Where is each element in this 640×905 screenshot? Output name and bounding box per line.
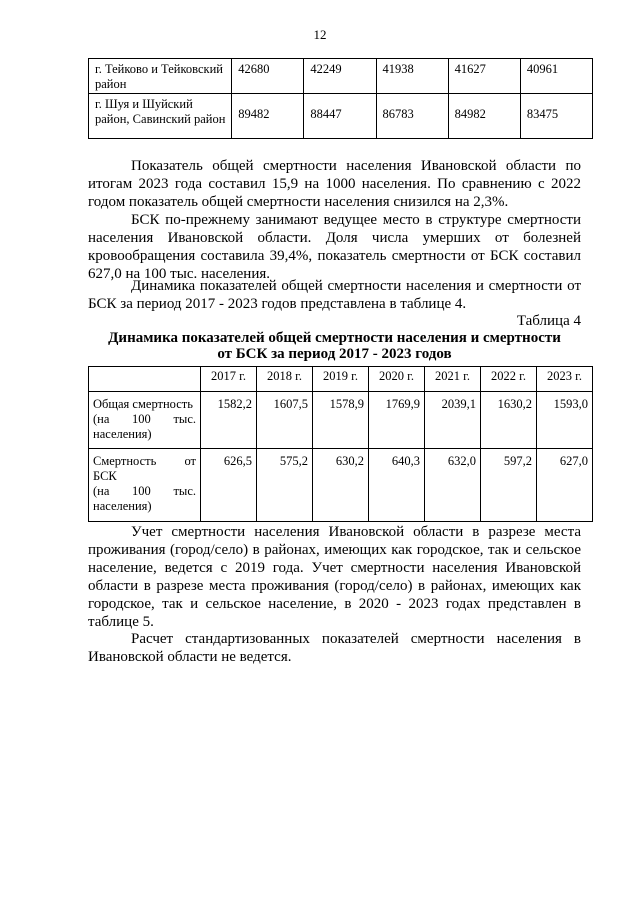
paragraph-bsk: БСК по-прежнему занимают ведущее место в структуре смертности населения Ивановской области. Доля числа умерших от болезней кровообращения составила 39,4%, показатель смертности от БСК составил 627,0 на 100 тыс. населения. [88,212,581,282]
cell-value: 42249 [304,59,376,94]
cell-value: 640,3 [369,449,425,522]
table-row [89,94,593,139]
table-title: Динамика показателей общей смертности населения и смертности от БСК за период 2017 - 2023 годов [108,330,561,362]
paragraph-urban-rural: Учет смертности населения Ивановской области в разрезе места проживания (город/село) в районах, имеющих как городское, так и сельское население, ведется с 2019 года. Учет смертности населения Ивановской области в разрезе места проживания (город/село) в районах, имеющих как городское, так и сельское население, в 2020 - 2023 годах представлен в таблице 5. [88,524,581,630]
year-header: 2021 г. [425,367,481,392]
cell-value: 40961 [520,59,592,94]
cell-value: 1607,5 [257,392,313,449]
row-label-total-mortality: Общая смертность (на 100 тыс. населения) [89,392,201,449]
table-row [89,449,593,522]
cell-value: 89482 [232,94,304,139]
paragraph-mortality-2023: Показатель общей смертности населения Ивановской области по итогам 2023 года составил 15,9 на 1000 населения. По сравнению с 2022 годом показатель общей смертности населения снизился на 2,3%. [88,158,581,210]
table-header-row [89,367,593,392]
cell-value: 632,0 [425,449,481,522]
year-header: 2018 г. [257,367,313,392]
mortality-dynamics-table [88,366,593,522]
district-name: г. Тейково и Тейковский район [89,59,232,94]
table-label: Таблица 4 [516,313,581,329]
year-header: 2019 г. [313,367,369,392]
table-row [89,392,593,449]
cell-value: 1769,9 [369,392,425,449]
cell-value: 1593,0 [537,392,593,449]
cell-value: 575,2 [257,449,313,522]
cell-value: 597,2 [481,449,537,522]
year-header: 2022 г. [481,367,537,392]
page-number: 12 [313,27,327,42]
cell-value: 41938 [376,59,448,94]
year-header: 2017 г. [201,367,257,392]
table-row [89,59,593,94]
cell-value: 84982 [448,94,520,139]
cell-value: 1630,2 [481,392,537,449]
cell-value: 88447 [304,94,376,139]
paragraph-dynamics: Динамика показателей общей смертности населения и смертности от БСК за период 2017 - 2023 годов представлена в таблице 4. [88,278,581,312]
cell-value: 630,2 [313,449,369,522]
cell-value: 86783 [376,94,448,139]
cell-value: 2039,1 [425,392,481,449]
year-header: 2023 г. [537,367,593,392]
cell-value: 42680 [232,59,304,94]
year-header: 2020 г. [369,367,425,392]
cell-value: 83475 [520,94,592,139]
header-empty-cell [89,367,201,392]
cell-value: 626,5 [201,449,257,522]
row-label-bsk-mortality: Смертность от БСК (на 100 тыс. населения) [89,449,201,522]
district-name: г. Шуя и Шуйский район, Савинский район [89,94,232,139]
paragraph-standardized: Расчет стандартизованных показателей смертности населения в Ивановской области не ведется. [88,631,581,665]
cell-value: 627,0 [537,449,593,522]
cell-value: 41627 [448,59,520,94]
cell-value: 1578,9 [313,392,369,449]
district-population-table [88,58,593,139]
cell-value: 1582,2 [201,392,257,449]
